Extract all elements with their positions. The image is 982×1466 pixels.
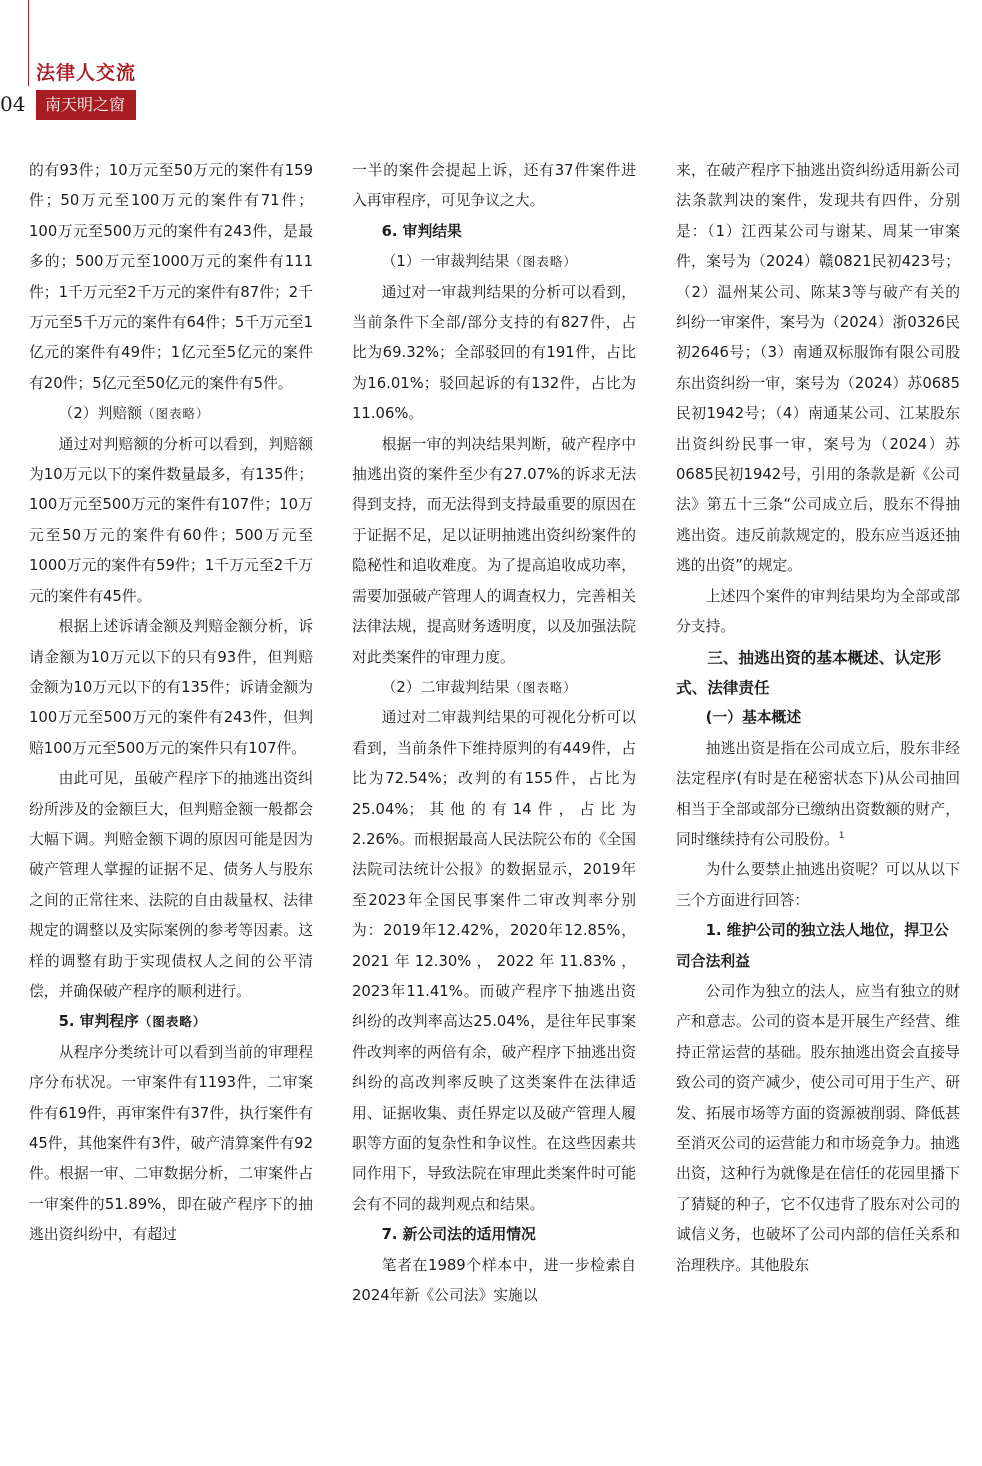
text-column-2	[352, 156, 636, 1311]
text-column-3	[676, 156, 960, 1281]
paragraph: 的有93件；10万元至50万元的案件有159件；50万元至100万元的案件有71件；100万元至500万元的案件有243件，是最多的；500万元至1000万元的案件有111件；1千万元至2千万元的案件有87件；2千万元至5千万元的案件有64件；5千万元至1亿元的案件有49件；1亿元至5亿元的案件有20件；5亿元至50亿元的案件有5件。	[29, 162, 313, 392]
page-number: 04	[0, 92, 26, 116]
section-heading-3: 三、抽逃出资的基本概述、认定形式、法律责任	[676, 648, 942, 697]
paragraph: 上述四个案件的审判结果均为全部或部分支持。	[676, 587, 960, 636]
paragraph: 从程序分类统计可以看到当前的审理程序分布状况。一审案件有1193件，二审案件有619件，再审案件有37件，执行案件有45件，其他案件有3件，破产清算案件有92件。根据一审、二审数据分析，二审案件占一审案件的51.89%，即在破产程序下的抽逃出资纠纷中，有超过	[29, 1043, 313, 1244]
paragraph: 为什么要禁止抽逃出资呢？可以从以下三个方面进行回答：	[676, 861, 960, 909]
header-rule	[28, 0, 29, 86]
subheading-new-company-law: 7. 新公司法的适用情况	[381, 1226, 536, 1244]
chart-omitted-note: （图表略）	[509, 679, 577, 695]
subheading-trial-procedure	[29, 1007, 313, 1037]
text-column-1	[29, 156, 313, 1251]
paragraph: 笔者在1989个样本中，进一步检索自2024年新《公司法》实施以	[352, 1256, 636, 1305]
paragraph-text: 抽逃出资是指在公司成立后，股东非经法定程序(有时是在秘密状态下)从公司抽回相当于全部或部分已缴纳出资数额的财产，同时继续持有公司股份。	[676, 739, 960, 848]
subheading-damages	[29, 399, 313, 429]
paragraph: 一半的案件会提起上诉，还有37件案件进入再审程序，可见争议之大。	[352, 162, 636, 210]
paragraph: 通过对判赔额的分析可以看到，判赔额为10万元以下的案件数量最多，有135件；100万元至500万元的案件有107件；10万元至50万元的案件有60件；500万元至1000万元的案件有59件；1千万元至2千万元的案件有45件。	[29, 435, 313, 605]
paragraph: 通过对一审裁判结果的分析可以看到，当前条件下全部/部分支持的有827件，占比为69.32%；全部驳回的有191件，占比为16.01%；驳回起诉的有132件，占比为11.06%。	[352, 283, 636, 423]
chart-omitted-note: （图表略）	[142, 406, 210, 422]
paragraph: 公司作为独立的法人，应当有独立的财产和意志。公司的资本是开展生产经营、维持正常运营的基础。股东抽逃出资会直接导致公司的资产减少，使公司可用于生产、研发、拓展市场等方面的资源被削弱、降低甚至消灭公司的运营能力和市场竞争力。抽逃出资，这种行为就像是在信任的花园里播下了猜疑的种子，它不仅违背了股东对公司的诚信义务，也破坏了公司内部的信任关系和治理秩序。其他股东	[676, 982, 960, 1274]
paragraph: 根据上述诉请金额及判赔金额分析，诉请金额为10万元以下的只有93件，但判赔金额为10万元以下的有135件；诉请金额为100万元至500万元的案件有243件，但判赔100万元至500万元的案件只有107件。	[29, 618, 313, 757]
paragraph: 根据一审的判决结果判断，破产程序中抽逃出资的案件至少有27.07%的诉求无法得到支持，而无法得到支持最重要的原因在于证据不足，足以证明抽逃出资纠纷案件的隐秘性和追收难度。为了提高追收成功率，需要加强破产管理人的调查权力，完善相关法律法规，提高财务透明度，以及加强法院对此类案件的审理力度。	[352, 435, 636, 666]
paragraph: 由此可见，虽破产程序下的抽逃出资纠纷所涉及的金额巨大，但判赔金额一般都会大幅下调。判赔金额下调的原因可能是因为破产管理人掌握的证据不足、债务人与股东之间的正常往来、法院的自由裁量权、法律规定的调整以及实际案例的参考等因素。这样的调整有助于实现债权人之间的公平清偿，并确保破产程序的顺利进行。	[29, 770, 313, 1000]
footnote-marker: 1	[838, 831, 845, 842]
chart-omitted-note: （图表略）	[138, 1014, 207, 1030]
chart-omitted-note: （图表略）	[509, 254, 577, 270]
subheading-text: （2）判赔额	[58, 405, 142, 423]
column-badge: 南天明之窗	[36, 90, 136, 120]
subheading-text: 5. 审判程序	[58, 1013, 139, 1031]
paragraph	[676, 734, 960, 856]
subheading-overview: (一）基本概述	[705, 709, 802, 727]
subheading-second-instance	[352, 673, 636, 703]
subheading-first-instance	[352, 247, 636, 277]
section-title: 法律人交流	[36, 62, 137, 84]
subheading-reason-1: 1. 维护公司的独立法人地位，捍卫公司合法利益	[676, 922, 949, 970]
subheading-text: （2）二审裁判结果	[381, 678, 510, 696]
subheading-trial-result: 6. 审判结果	[381, 222, 462, 240]
subheading-text: （1）一审裁判结果	[381, 253, 510, 271]
paragraph: 通过对二审裁判结果的可视化分析可以看到，当前条件下维持原判的有449件，占比为72.54%；改判的有155件，占比为25.04%；其他的有14件，占比为2.26%。而根据最高人民法院公布的《全国法院司法统计公报》的数据显示，2019年至2023年全国民事案件二审改判率分别为：2019年12.42%，2020年12.85%，2021年12.30%，2022年11.83%，2023年11.41%。而破产程序下抽逃出资纠纷的改判率高达25.04%，是往年民事案件改判率的两倍有余，破产程序下抽逃出资纠纷的高改判率反映了这类案件在法律适用、证据收集、责任界定以及破产管理人履职等方面的复杂性和争议性。在这些因素共同作用下，导致法院在审理此类案件时可能会有不同的裁判观点和结果。	[352, 709, 636, 1213]
paragraph: 来，在破产程序下抽逃出资纠纷适用新公司法条款判决的案件，发现共有四件，分别是：（1）江西某公司与谢某、周某一审案件，案号为（2024）赣0821民初423号；（2）温州某公司、陈某3等与破产有关的纠纷一审案件，案号为（2024）浙0326民初2646号；（3）南通双标服饰有限公司股东出资纠纷一审，案号为（2024）苏0685民初1942号；（4）南通某公司、江某股东出资纠纷民事一审，案号为（2024）苏0685民初1942号，引用的条款是新《公司法》第五十三条“公司成立后，股东不得抽逃出资。违反前款规定的，股东应当返还抽逃的出资”的规定。	[676, 162, 960, 575]
